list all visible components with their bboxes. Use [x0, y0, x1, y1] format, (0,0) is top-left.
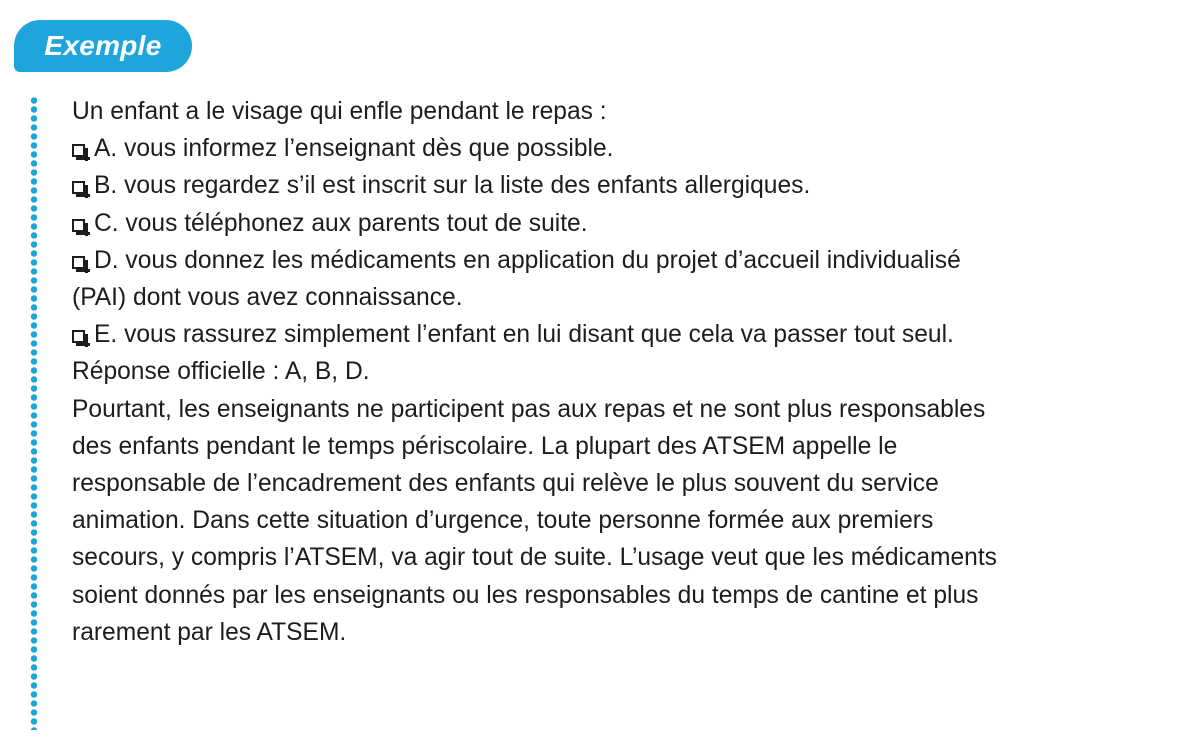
explanation-line: soient donnés par les enseignants ou les responsables du temps de cantine et plus: [72, 581, 979, 609]
explanation-line: des enfants pendant le temps périscolaire. La plupart des ATSEM appelle le: [72, 432, 898, 460]
option-letter: C.: [94, 209, 119, 237]
official-answer: Réponse officielle : A, B, D.: [72, 358, 370, 386]
question-text: Un enfant a le visage qui enfle pendant le repas :: [72, 98, 607, 125]
option-b: [72, 167, 1192, 204]
example-tag: Exemple: [14, 20, 192, 72]
option-text: vous donnez les médicaments en application du projet d’accueil individualisé: [118, 246, 961, 274]
checkbox-icon: [72, 144, 85, 157]
explanation-line: Pourtant, les enseignants ne participent pas aux repas et ne sont plus responsables: [72, 395, 986, 423]
dotted-rule: [30, 96, 38, 730]
option-e: [72, 316, 1192, 353]
checkbox-icon: [72, 181, 85, 194]
explanation-line: animation. Dans cette situation d’urgence, toute personne formée aux premiers: [72, 507, 934, 535]
option-text: vous téléphonez aux parents tout de suite.: [118, 209, 588, 237]
option-letter: A.: [94, 135, 118, 163]
option-d: [72, 242, 1192, 279]
option-letter: D.: [94, 246, 119, 274]
checkbox-icon: [72, 330, 85, 343]
example-content: [72, 93, 1192, 651]
option-c: [72, 205, 1192, 242]
checkbox-icon: [72, 219, 85, 232]
option-d-continuation: (PAI) dont vous avez connaissance.: [72, 284, 463, 312]
option-letter: B.: [94, 172, 118, 200]
explanation-line: rarement par les ATSEM.: [72, 618, 347, 646]
option-text: vous regardez s’il est inscrit sur la liste des enfants allergiques.: [117, 172, 811, 200]
option-text: vous rassurez simplement l’enfant en lui disant que cela va passer tout seul.: [117, 321, 954, 349]
option-letter: E.: [94, 321, 118, 349]
option-text: vous informez l’enseignant dès que possible.: [117, 135, 614, 163]
explanation-line: responsable de l’encadrement des enfants qui relève le plus souvent du service: [72, 470, 939, 498]
explanation-line: secours, y compris l’ATSEM, va agir tout de suite. L’usage veut que les médicaments: [72, 544, 997, 572]
option-a: [72, 130, 1192, 167]
checkbox-icon: [72, 256, 85, 269]
